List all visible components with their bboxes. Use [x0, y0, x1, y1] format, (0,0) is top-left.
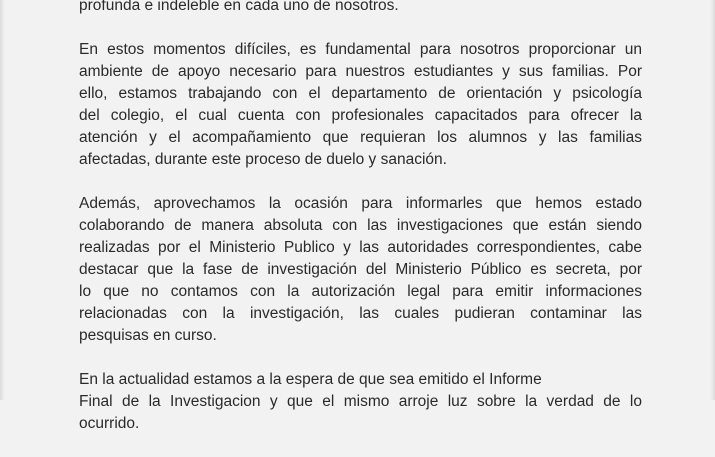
paragraph-line: ambiente de apoyo necesario para nuestros estudiantes y sus familias. Por — [79, 63, 642, 80]
paragraph-closing-previous — [79, 0, 642, 17]
paragraph-line: atención y el acompañamiento que requieran los alumnos y las familias — [79, 129, 642, 146]
paragraph-final-report — [79, 369, 642, 435]
paragraph-line: realizadas por el Ministerio Publico y las autoridades correspondientes, cabe — [79, 239, 642, 256]
paragraph-line: del colegio, el cual cuenta con profesionales capacitados para ofrecer la — [79, 107, 642, 124]
paragraph-line: ocurrido. — [79, 415, 140, 432]
paragraph-line: En la actualidad estamos a la espera de que sea emitido el Informe — [79, 371, 542, 388]
paragraph-line: colaborando de manera absoluta con las investigaciones que están siendo — [79, 217, 642, 234]
paragraph-line: Final de la Investigacion y que el mismo arroje luz sobre la verdad de lo — [79, 393, 642, 410]
paragraph-line: profunda e indeleble en cada uno de nosotros. — [79, 0, 399, 14]
paragraph-line: afectadas, durante este proceso de duelo y sanación. — [79, 151, 447, 168]
paragraph-line: lo que no contamos con la autorización legal para emitir informaciones — [79, 283, 642, 300]
paragraph-line: ello, estamos trabajando con el departamento de orientación y psicología — [79, 85, 642, 102]
paragraph-line: destacar que la fase de investigación del Ministerio Público es secreta, por — [79, 261, 642, 278]
page-right-shadow — [709, 0, 715, 400]
paragraph-line: pesquisas en curso. — [79, 327, 217, 344]
page-left-shadow — [0, 0, 6, 400]
paragraph-line: En estos momentos difíciles, es fundamental para nosotros proporcionar un — [79, 41, 642, 58]
letter-body — [79, 0, 642, 457]
paragraph-investigation — [79, 193, 642, 347]
paragraph-line: relacionadas con la investigación, las cuales pudieran contaminar las — [79, 305, 642, 322]
paragraph-support — [79, 39, 642, 171]
paragraph-line: Además, aprovechamos la ocasión para informarles que hemos estado — [79, 195, 642, 212]
